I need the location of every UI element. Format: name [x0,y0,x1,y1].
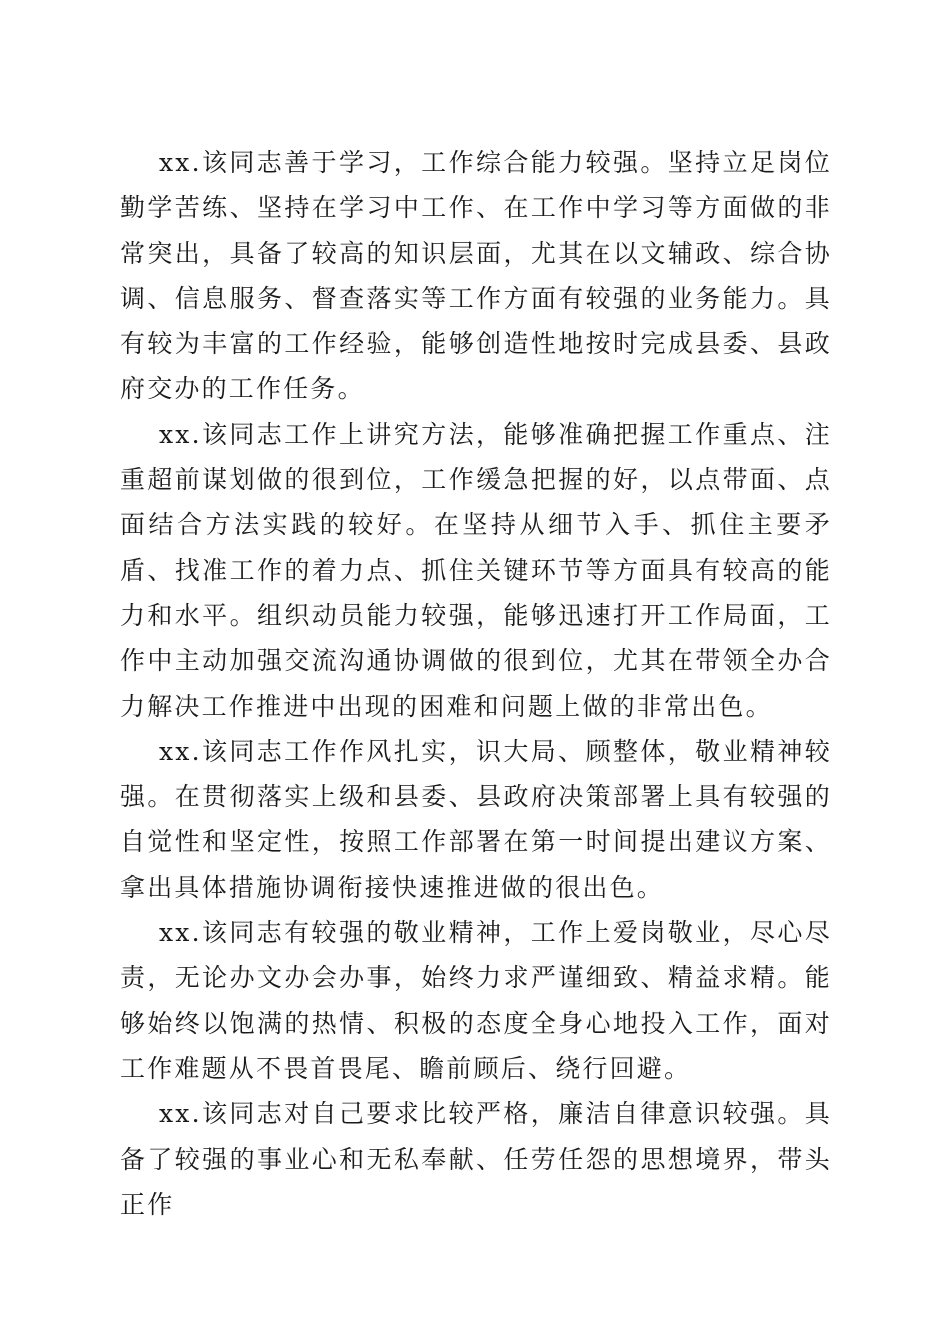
paragraph-5: xx.该同志对自己要求比较严格，廉洁自律意识较强。具备了较强的事业心和无私奉献、任劳任怨的思想境界，带头正作 [120,1099,832,1219]
paragraph-4: xx.该同志有较强的敬业精神，工作上爱岗敬业，尽心尽责，无论办文办会办事，始终力求严谨细致、精益求精。能够始终以饱满的热情、积极的态度全身心地投入工作，面对工作难题从不畏首畏尾、瞻前顾后、绕行回避。 [120,918,832,1083]
paragraph-2: xx.该同志工作上讲究方法，能够准确把握工作重点、注重超前谋划做的很到位，工作缓急把握的好，以点带面、点面结合方法实践的较好。在坚持从细节入手、抓住主要矛盾、找准工作的着力点、抓住关键环节等方面具有较高的能力和水平。组织动员能力较强，能够迅速打开工作局面，工作中主动加强交流沟通协调做的很到位，尤其在带领全办合力解决工作推进中出现的困难和问题上做的非常出色。 [120,419,832,721]
document-body [120,140,832,1227]
paragraph-1: xx.该同志善于学习，工作综合能力较强。坚持立足岗位勤学苦练、坚持在学习中工作、在工作中学习等方面做的非常突出，具备了较高的知识层面，尤其在以文辅政、综合协调、信息服务、督查落实等工作方面有较强的业务能力。具有较为丰富的工作经验，能够创造性地按时完成县委、县政府交办的工作任务。 [120,148,832,404]
paragraph-3: xx.该同志工作作风扎实，识大局、顾整体，敬业精神较强。在贯彻落实上级和县委、县政府决策部署上具有较强的自觉性和坚定性，按照工作部署在第一时间提出建议方案、拿出具体措施协调衔接快速推进做的很出色。 [120,736,832,902]
